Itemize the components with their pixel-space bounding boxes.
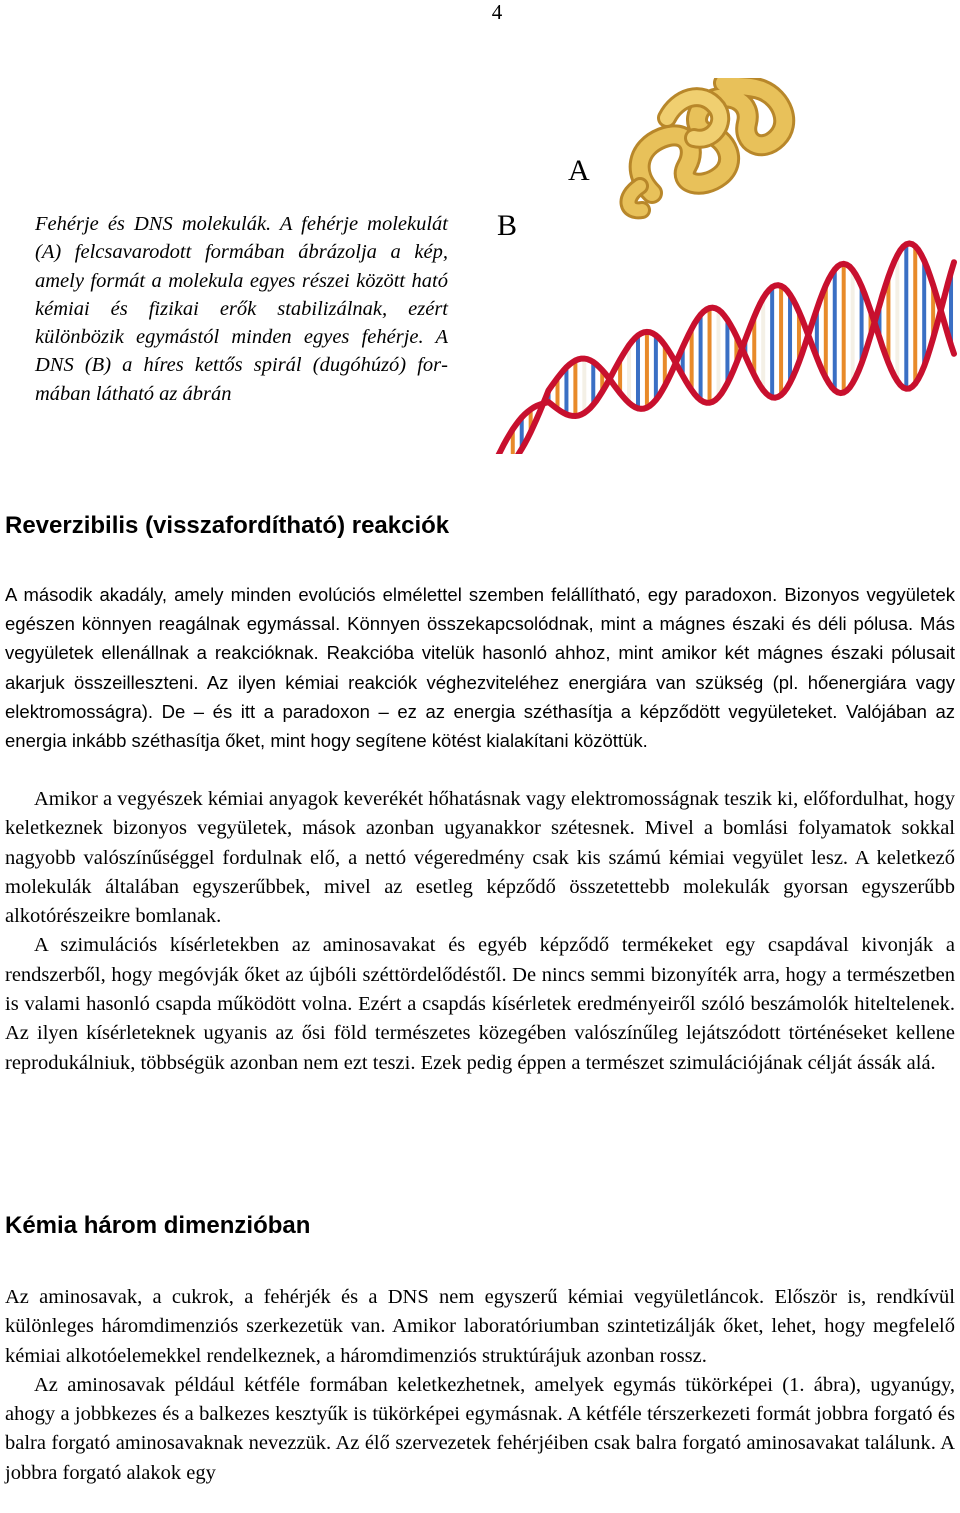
paragraph-mirror: Az aminosavak például kétféle formában keletkezhetnek, amelyek egymás tükörképei (1. ábra), ugyanúgy, ahogy a jobbkezes és a balkezes kesztyűk is tükörképei egymásnak. A kétféle térszerkezeti formát jobbra forgató és balra forgató aminosavaknak nevezzük. Az élő szervezetek fehérjéiben csak balra forgató aminosavakat találunk. A jobbra forgató alakok egy [5,1373,955,1484]
figure-label-a: A [568,154,590,187]
text-block-1 [5,785,955,1078]
page-number: 4 [491,0,503,24]
figure-caption: Fehérje és DNS molekulák. A fehérje molekulát (A) felcsavarodott formában ábrázolja a kép, amely formát a molekula egyes részei között ható kémiai és fizikai erők stabilizálnak, ezért különbözik egymástól minden egyes fehérje. A DNS (B) a híres kettős spirál (dugóhúzó) formában látható az ábrán [35,213,448,405]
protein-molecule [628,83,784,210]
section-heading-kemia: Kémia három dimenzióban [5,1212,311,1239]
paragraph-paradox [5,580,955,755]
dna-double-helix [477,244,954,455]
figure-label-b: B [497,209,518,242]
paragraph-aminoacids: Az aminosavak, a cukrok, a fehérjék és a DNS nem egyszerű kémiai vegyületláncok. Először is, rendkívül különleges háromdimenziós szerkezetük van. Amikor laboratóriumban szintetizálják őket, lehet, hogy megfelelő kémiai alkotóelemekkel rendelkeznek, a háromdimenziós struktúrájuk azonban rossz. [5,1286,955,1367]
section-heading-reverzibilis: Reverzibilis (visszafordítható) reakciók [5,512,450,539]
paragraph-chemists: Amikor a vegyészek kémiai anyagok keverékét hőhatásnak vagy elektromosságnak teszik ki, előfordulhat, hogy keletkeznek bizonyos vegyületek, mások azonban ugyanakkor szétesnek. Mivel a bomlási folyamatok sokkal nagyobb valószínűséggel fordulnak elő, a nettó végeredmény csak kis számú kémiai vegyület lesz. A keletkező molekulák általában egyszerűbbek, mivel az esetleg képződő összetettebb molekulák gyorsan egyszerűbb alkotórészeikre bomlanak. [5,788,955,928]
text-block-2 [5,1283,955,1488]
protein-dna-illustration [462,78,960,454]
paragraph-text: A második akadály, amely minden evolúciós elmélettel szemben felállítható, egy paradoxon. Bizonyos vegyületek egészen könnyen reagálnak egymással. Könnyen összekapcsolódnak, mint a mágnes északi és déli pólusa. Más vegyületek ellenállnak a reakcióknak. Reakcióba vitelük hasonló ahhoz, mint amikor két mágnes északi pólusait akarjuk összeilleszteni. Az ilyen kémiai reakciók véghezviteléhez energiára van szükség (pl. hőenergiára vagy elektromosságra). De – és itt a paradoxon – ez az energia széthasítja a képződött vegyületeket. Valójában az energia inkább széthasítja őket, mint hogy segítene kötést kialakítani közöttük. [5,584,955,752]
paragraph-simulation: A szimulációs kísérletekben az aminosavakat és egyéb képződő termékeket egy csapdával kivonják a rendszerből, hogy megóvják őket az újbóli széttördelődéstől. De nincs semmi bizonyíték arra, hogy a természetben is valami hasonló csapda működött volna. Ezért a csapdás kísérletek eredményeiről szóló beszámolók hiteltelenek. Az ilyen kísérleteknek ugyanis az ősi föld természetes közegében valószínűleg lejátszódott történéseket kellene reprodukálniuk, többségük azonban nem ezt teszi. Ezek pedig éppen a természet szimulációjának célját ássák alá. [5,934,955,1074]
protein-dna-figure [462,78,960,454]
